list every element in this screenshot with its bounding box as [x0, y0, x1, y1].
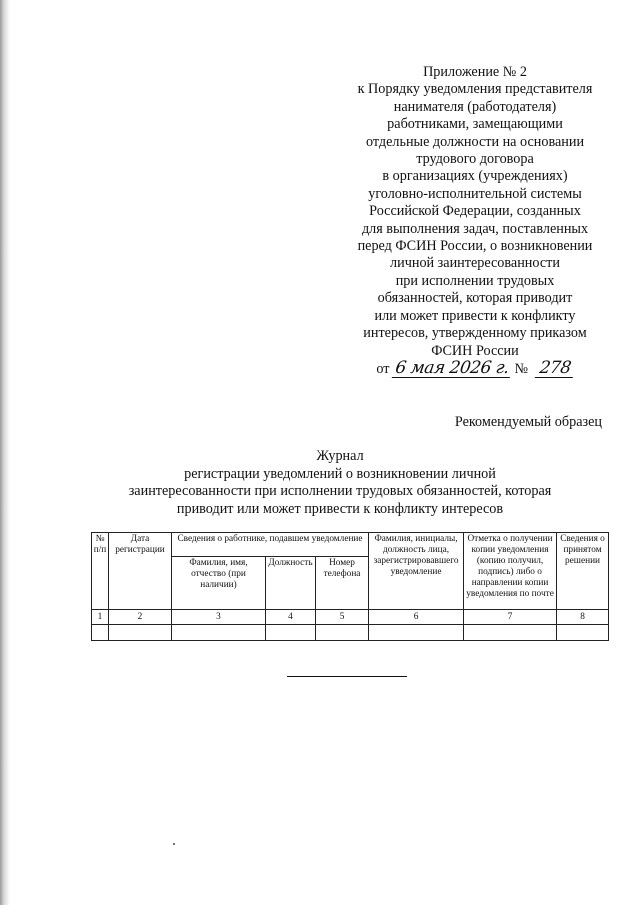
empty-cell [266, 625, 316, 641]
header-employee-info: Сведения о работнике, подавшем уведомление [172, 533, 369, 557]
journal-title-line: заинтересованности при исполнении трудовых обязанностей, которая [128, 483, 552, 500]
appendix-line: к Порядку уведомления представителя [357, 81, 593, 98]
handwritten-order-number: 278 [534, 360, 575, 378]
appendix-line: Приложение № 2 [423, 64, 527, 80]
column-number: 5 [316, 610, 369, 625]
journal-title-line: приводит или может привести к конфликту интересов [176, 500, 504, 517]
appendix-line: в организациях (учреждениях) [382, 168, 568, 185]
appendix-line: уголовно-исполнительной системы [368, 185, 582, 202]
header-full-name: Фамилия, имя, отчество (при наличии) [172, 557, 266, 610]
appendix-line: Российской Федерации, созданных [369, 203, 581, 220]
closing-rule [287, 676, 407, 677]
header-position: Должность [266, 557, 316, 610]
empty-cell [316, 625, 369, 641]
header-registration-date: Дата регистрации [109, 533, 172, 610]
journal-title-line: регистрации уведомлений о возникновении личной [184, 465, 496, 482]
empty-cell [92, 625, 109, 641]
recommended-sample-label: Рекомендуемый образец [454, 414, 602, 430]
column-number: 3 [172, 610, 266, 625]
header-phone: Номер телефона [316, 557, 369, 610]
order-date-line [335, 357, 615, 378]
column-number: 6 [369, 610, 464, 625]
number-prefix: № [514, 360, 529, 377]
table-empty-row [92, 625, 609, 641]
appendix-line: работниками, замещающими [387, 116, 563, 133]
column-number: 7 [464, 610, 557, 625]
appendix-line: трудового договора [416, 151, 534, 168]
header-registrar: Фамилия, инициалы, должность лица, зарегистрировавшего уведомление [369, 533, 464, 610]
appendix-line: отдельные должности на основании [365, 133, 585, 150]
header-decision: Сведения о принятом решении [557, 533, 609, 610]
date-prefix: от [376, 360, 390, 377]
appendix-line: обязанностей, которая приводит [377, 290, 573, 307]
table-header-row [92, 533, 609, 557]
column-number: 8 [557, 610, 609, 625]
journal-title-line: Журнал [316, 448, 364, 464]
appendix-line: при исполнении трудовых [395, 272, 555, 289]
empty-cell [464, 625, 557, 641]
column-number: 1 [92, 610, 109, 625]
empty-cell [172, 625, 266, 641]
journal-title [90, 448, 590, 518]
column-number: 4 [266, 610, 316, 625]
header-row-number: № п/п [92, 533, 109, 610]
appendix-line: личной заинтересованности [390, 255, 560, 272]
appendix-line: перед ФСИН России, о возникновении [357, 238, 593, 255]
scan-speck [173, 843, 175, 845]
appendix-line: для выполнения задач, поставленных [361, 220, 589, 237]
header-copy-receipt: Отметка о получении копии уведомления (копию получил, подпись) либо о направлении копии уведомления по почте [464, 533, 557, 610]
registration-journal-table [91, 532, 609, 641]
column-number: 2 [109, 610, 172, 625]
empty-cell [369, 625, 464, 641]
handwritten-date: 6 мая 2026 г. [392, 360, 513, 378]
empty-cell [557, 625, 609, 641]
appendix-line: нанимателя (работодателя) [393, 98, 557, 115]
appendix-header [335, 64, 615, 378]
empty-cell [109, 625, 172, 641]
appendix-line: или может привести к конфликту [374, 307, 576, 324]
appendix-line: ФСИН России [431, 342, 519, 359]
table-column-number-row [92, 610, 609, 625]
appendix-line: интересов, утвержденному приказом [363, 325, 587, 342]
scan-edge-shadow [0, 0, 10, 905]
